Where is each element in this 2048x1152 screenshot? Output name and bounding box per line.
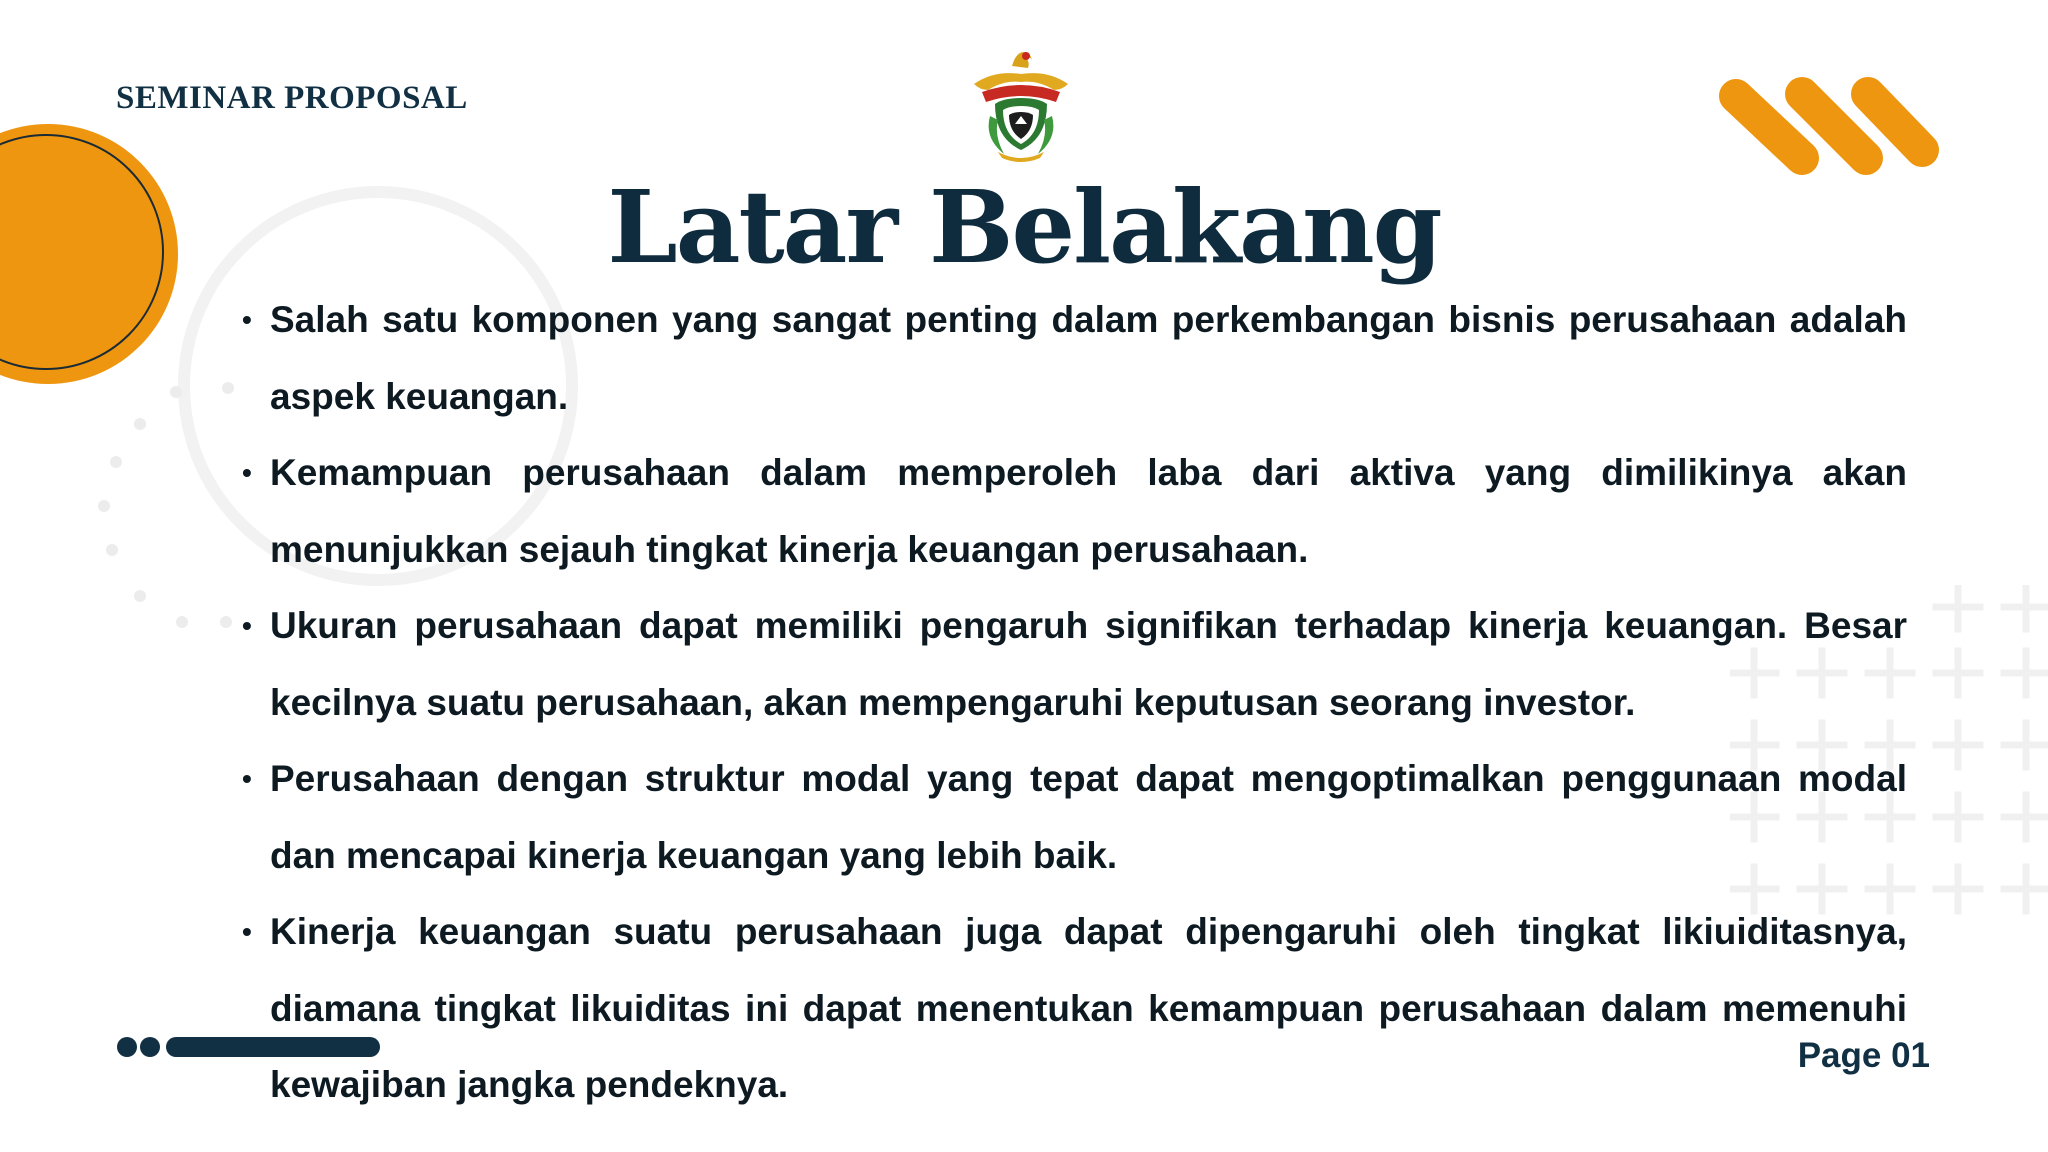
page-number: Page 01 [1797,1036,1930,1075]
orange-stripes-icon [1710,70,1940,180]
bullet-item: • Ukuran perusahaan dapat memiliki pengaruh signifikan terhadap kinerja keuangan. Besar kecilnya suatu perusahaan, akan mempengaruhi keputusan seorang investor. [242,588,1907,741]
bullet-item: • Perusahaan dengan struktur modal yang tepat dapat mengoptimalkan penggunaan modal dan mencapai kinerja keuangan yang lebih baik. [242,741,1907,894]
header-label: SEMINAR PROPOSAL [116,80,468,116]
bullet-item: • Salah satu komponen yang sangat penting dalam perkembangan bisnis perusahaan adalah aspek keuangan. [242,282,1907,435]
bullet-item: • Kinerja keuangan suatu perusahaan juga dapat dipengaruhi oleh tingkat likiuiditasnya, diamana tingkat likuiditas ini dapat menentukan kemampuan perusahaan dalam memenuhi kewajiban jangka pendeknya. [242,894,1907,1124]
bullet-item: • Kemampuan perusahaan dalam memperoleh laba dari aktiva yang dimilikinya akan menunjukkan sejauh tingkat kinerja keuangan perusahaan. [242,435,1907,588]
slide-title: Latar Belakang [607,168,1441,286]
university-emblem-icon [968,46,1074,164]
bullet-list [242,282,1907,1124]
footer-progress-decoration [116,1036,380,1058]
